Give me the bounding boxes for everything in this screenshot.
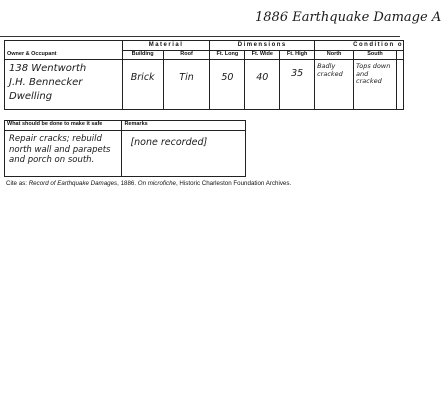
citation-micro: On microfiche [137,180,176,187]
roof-cell: Tin [163,60,210,110]
what-done-cell: Repair cracks; rebuild north wall and parapets and porch on south. [5,131,122,177]
roof-header: Roof [163,51,210,60]
material-header: Material [122,41,210,51]
ft-long-cell: 50 [210,60,245,110]
document-title: 1886 Earthquake Damage A [255,10,441,25]
ft-high-header: Ft. High [280,51,315,60]
north-header: North [315,51,354,60]
citation-prefix: Cite as: [6,180,27,187]
condition-extra-header [396,51,403,60]
remarks-cell: [none recorded] [122,131,246,177]
remedy-table [4,120,246,177]
citation [6,180,291,187]
condition-header: Condition o [315,41,404,51]
owner-address: 138 Wentworth [9,63,87,74]
citation-suffix: , Historic Charleston Foundation Archives. [175,180,292,187]
north-cell: Badly cracked [315,60,354,110]
owner-name: J.H. Bennecker [9,77,83,88]
what-done-header: What should be done to make it safe [5,121,122,131]
condition-extra-cell [396,60,403,110]
damage-table [4,40,404,110]
south-cell: Tops down and cracked [354,60,397,110]
owner-occupant-header: Owner & Occupant [5,51,123,60]
owner-type: Dwelling [9,91,53,102]
building-header: Building [122,51,163,60]
ft-long-header: Ft. Long [210,51,245,60]
ft-wide-cell: 40 [245,60,280,110]
citation-source: Record of Earthquake Damages [28,180,118,187]
dimensions-header: Dimensions [210,41,315,51]
owner-cell [5,60,123,110]
citation-mid: , 1886. [117,180,137,187]
header-rule [0,36,400,37]
ft-wide-header: Ft. Wide [245,51,280,60]
south-header: South [354,51,397,60]
owner-header-spacer [5,41,123,51]
ft-high-cell: 35 [280,60,315,110]
building-cell: Brick [122,60,163,110]
remarks-header: Remarks [122,121,246,131]
